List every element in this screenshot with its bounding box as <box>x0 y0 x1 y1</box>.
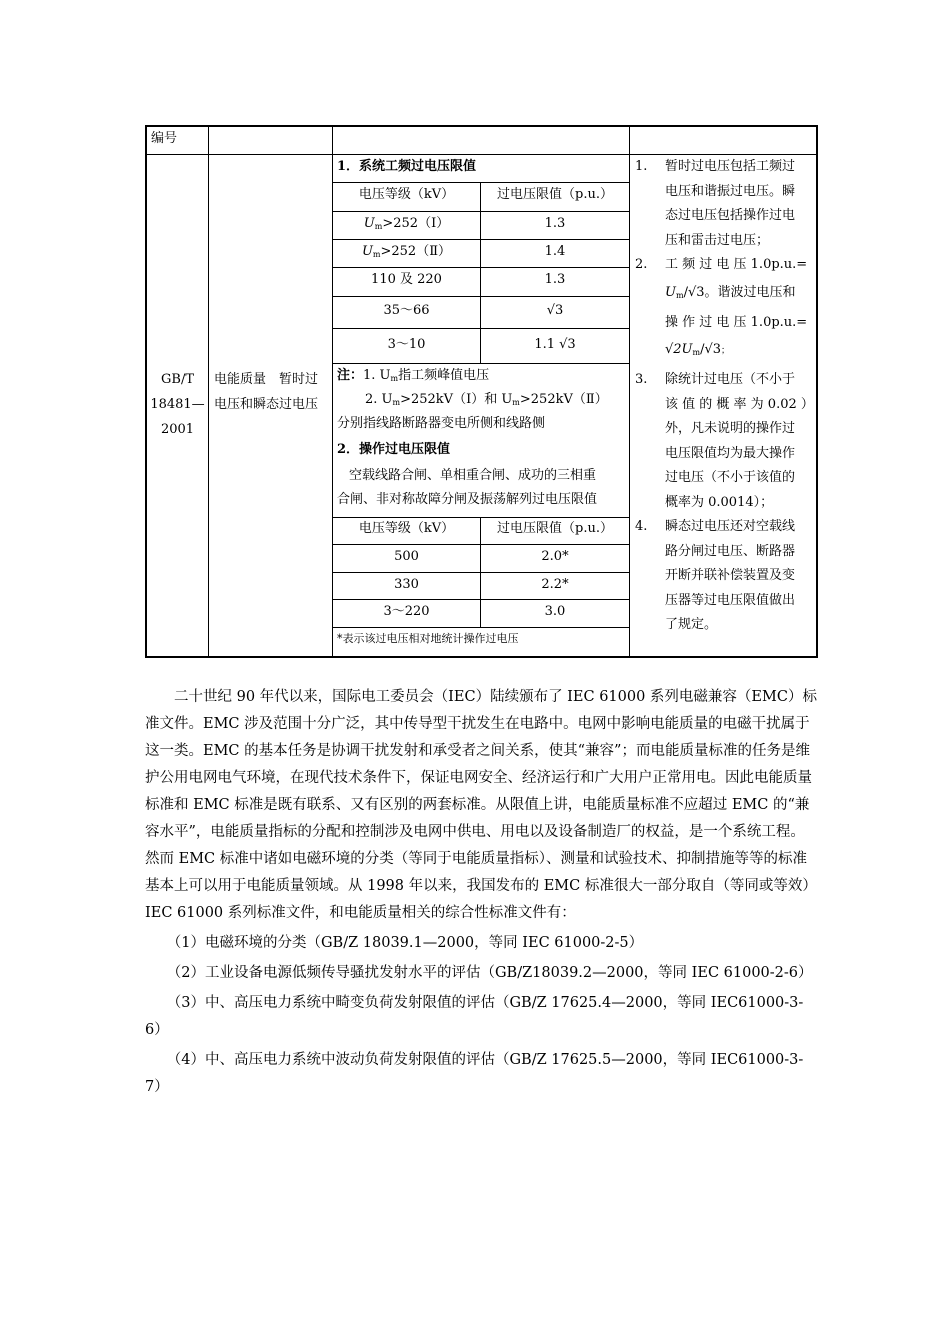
header-code: 编号 <box>151 131 178 146</box>
col-divider <box>629 127 630 656</box>
remark-body <box>665 155 817 253</box>
note2-text: 2. U <box>365 392 393 407</box>
remark-2 <box>631 253 817 368</box>
remark-body <box>665 515 817 638</box>
remark-line: 暂时过电压包括工频过 <box>665 159 796 174</box>
note2-mid: >252kV（Ⅰ）和 U <box>400 392 513 407</box>
remark-line: ； <box>721 346 731 356</box>
remark-line: 了规定。 <box>665 617 718 632</box>
sqrt2-um: √2U <box>665 342 693 357</box>
remark-4 <box>631 515 817 638</box>
t2-head-limit: 过电压限值（p.u.） <box>497 521 613 536</box>
note1-text: 1. U <box>363 368 391 383</box>
um-symbol: U <box>361 244 373 259</box>
note1-rest: 指工频峰值电压 <box>398 368 490 383</box>
remark-line: 态过电压包括操作过电 <box>665 208 796 223</box>
t1-row4-limit: √3 <box>546 303 564 318</box>
remark-number: 4. <box>635 519 648 534</box>
t1-row5-voltage: 3～10 <box>387 337 426 352</box>
t1-row4-voltage: 35～66 <box>383 303 430 318</box>
t1-row1-voltage <box>333 212 480 239</box>
remark-body <box>665 253 817 368</box>
remark-3 <box>631 368 817 515</box>
code-line: GB/T <box>161 372 194 387</box>
standards-table <box>145 125 818 658</box>
note-line3: 分别指线路断路器变电所侧和线路侧 <box>337 416 546 431</box>
t1-row3-limit: 1.3 <box>544 272 566 287</box>
col-divider <box>208 127 209 656</box>
remark-formula-2 <box>665 335 817 368</box>
t1-row3-voltage: 110 及 220 <box>371 272 442 287</box>
t2-footnote: *表示该过电压相对地统计操作过电压 <box>337 632 519 645</box>
t1-head-limit: 过电压限值（p.u.） <box>497 187 613 202</box>
remarks <box>631 155 817 638</box>
remark-line: 该 值 的 概 率 为 0.02 ） <box>665 396 814 412</box>
remark-line: 开断并联补偿装置及变 <box>665 568 796 583</box>
remark-line: 操 作 过 电 压 1.0p.u.= <box>665 314 808 330</box>
standard-name: 电能质量 暂时过电压和瞬态过电压 <box>214 372 319 412</box>
remark-body <box>665 368 817 515</box>
paragraph-item-2: （2）工业设备电源低频传导骚扰发射水平的评估（GB/Z18039.2—2000，等同 IEC 61000-2-6） <box>145 965 813 981</box>
remark-formula-1 <box>665 278 817 311</box>
remark-1 <box>631 155 817 253</box>
section2-title: 2．操作过电压限值 <box>337 442 451 457</box>
section2-desc-1: 空载线路合闸、单相重合闸、成功的三相重 <box>349 468 597 483</box>
note-line1 <box>337 364 627 391</box>
paragraph-intro: 二十世纪 90 年代以来，国际电工委员会（IEC）陆续颁布了 IEC 61000 系列电磁兼容（EMC）标准文件。EMC 涉及范围十分广泛，其中传导型干扰发生在电路中。电网中影响电能质量的电磁干扰属于这一类。EMC 的基本任务是协调干扰发射和承受者之间关系，使其“兼容”；而电能质量标准的任务是维护公用电网电气环境，在现代技术条件下，保证电网安全、经济运行和广大用户正常用电。因此电能质量标准和 EMC 标准是既有联系、又有区别的两套标准。从限值上讲，电能质量标准不应超过 EMC 的“兼容水平”，电能质量指标的分配和控制涉及电网中供电、用电以及设备制造厂的权益，是一个系统工程。然而 EMC 标准中诸如电磁环境的分类（等同于电能质量指标）、测量和试验技术、抑制措施等等的标准基本上可以用于电能质量领域。从 1998 年以来，我国发布的 EMC 标准很大一部分取自（等同或等效）IEC 61000 系列标准文件，和电能质量相关的综合性标准文件有： <box>145 689 817 921</box>
remark-number: 2. <box>635 257 648 272</box>
note-line2 <box>365 388 627 415</box>
sqrt3: /√3 <box>683 284 705 300</box>
remark-line: 外，凡未说明的操作过 <box>665 421 796 436</box>
remark-number: 3. <box>635 372 648 387</box>
body-text <box>145 684 817 1101</box>
um-subscript: m <box>372 250 381 259</box>
paragraph-item-3: （3）中、高压电力系统中畸变负荷发射限值的评估（GB/Z 17625.4—2000，等同 IEC61000-3-6） <box>145 995 804 1038</box>
remark-line: 瞬态过电压还对空载线 <box>665 519 796 534</box>
remark-line: 过电压（不小于该值的 <box>665 470 796 485</box>
note2-sub: m <box>392 398 401 407</box>
t1-head-voltage: 电压等级（kV） <box>358 187 455 202</box>
remark-line: 除统计过电压（不小于 <box>665 372 796 387</box>
remark-line: 路分闸过电压、断路器 <box>665 543 796 559</box>
note1-sub: m <box>390 374 399 383</box>
note2-rest: >252kV（Ⅱ） <box>519 392 608 407</box>
t2-row3-voltage: 3～220 <box>383 604 430 619</box>
t2-row3-limit: 3.0 <box>544 604 566 619</box>
section2-desc-2: 合闸、非对称故障分闸及振荡解列过电压限值 <box>337 492 598 507</box>
remark-line: 概率为 0.0014）； <box>665 494 774 510</box>
t1-row2-limit: 1.4 <box>544 244 566 259</box>
remark-line: 。谐波过电压和 <box>704 284 796 300</box>
t2-row1-voltage: 500 <box>394 549 419 564</box>
um-symbol: U <box>363 216 375 231</box>
t2-row2-limit: 2.2* <box>541 577 569 592</box>
t2-head-voltage: 电压等级（kV） <box>358 521 455 536</box>
sqrt3: /√3 <box>700 342 722 357</box>
remark-line: 压和雷击过电压； <box>665 232 770 248</box>
paragraph-item-1: （1）电磁环境的分类（GB/Z 18039.1—2000，等同 IEC 61000-2-5） <box>145 935 644 951</box>
remark-line: 电压限值均为最大操作 <box>665 445 796 461</box>
t1-row5-limit: 1.1 √3 <box>534 337 576 352</box>
t1-row2-voltage-text: >252（Ⅱ） <box>380 244 452 259</box>
t2-row2-voltage: 330 <box>394 577 419 592</box>
t1-row1-voltage-text: >252（Ⅰ） <box>382 216 450 231</box>
t1-row1-limit: 1.3 <box>544 216 566 231</box>
um-subscript: m <box>374 222 383 231</box>
remark-line: 工 频 过 电 压 1.0p.u.= <box>665 257 808 272</box>
note2-sub2: m <box>512 398 520 407</box>
note-label: 注： <box>337 368 364 383</box>
t2-row1-limit: 2.0* <box>541 549 569 564</box>
um-subscript: m <box>675 290 684 300</box>
paragraph-item-4: （4）中、高压电力系统中波动负荷发射限值的评估（GB/Z 17625.5—2000，等同 IEC61000-3-7） <box>145 1052 804 1095</box>
section1-title: 1．系统工频过电压限值 <box>337 159 477 174</box>
um-symbol: U <box>665 284 676 300</box>
remark-line: 电压和谐振过电压。瞬 <box>665 183 796 199</box>
code-line: 18481— <box>150 397 205 412</box>
t1-row2-voltage <box>333 240 480 267</box>
remark-line: 压器等过电压限值做出 <box>665 592 796 608</box>
remark-number: 1. <box>635 159 648 174</box>
um-subscript: m <box>692 348 701 357</box>
standard-code <box>147 367 208 442</box>
code-line: 2001 <box>160 422 195 437</box>
